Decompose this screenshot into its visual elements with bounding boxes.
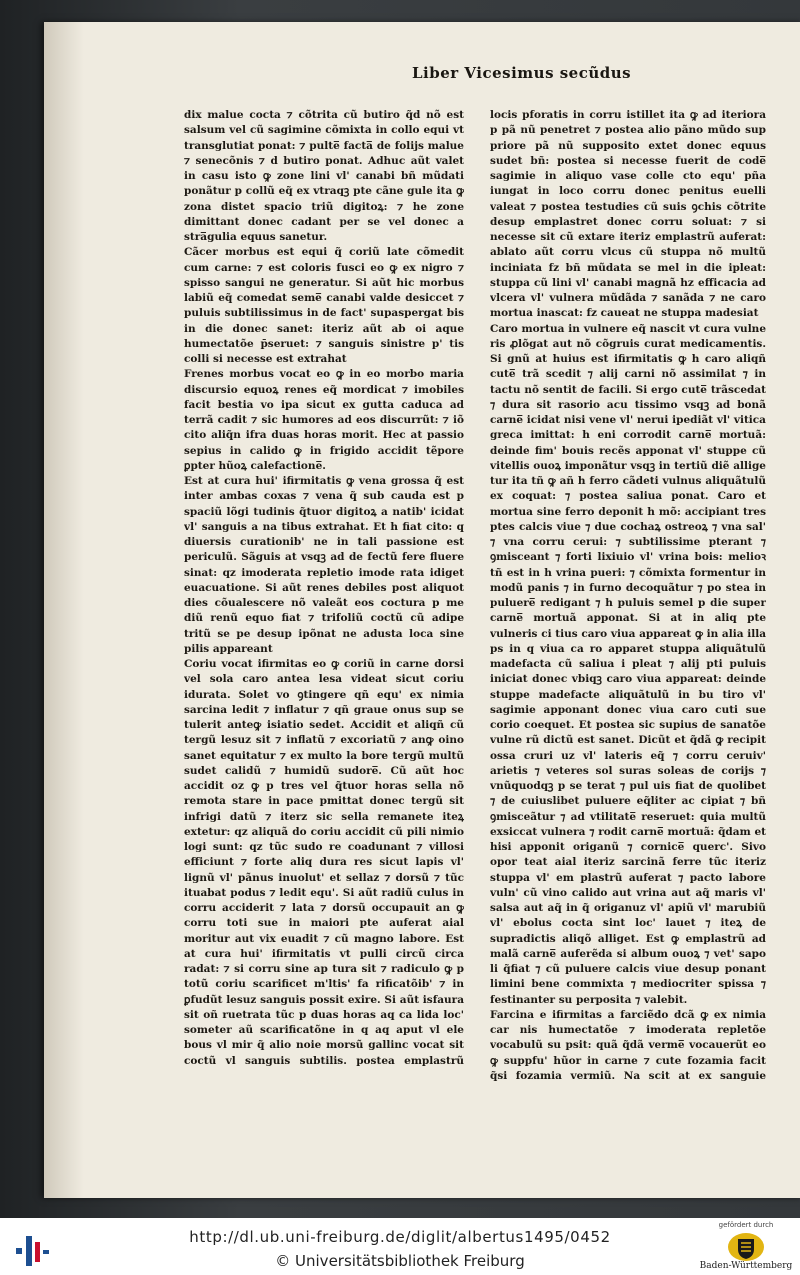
paragraph: locis pforatis in corru istillet ita ꝙ ad iteriora p pã nũ penetret ⁊ postea alio pãno mũdo sup priore pã nũ supposito extet donec equus sudet bñ: postea si necesse fuerit de code̅ sagimie in aliquo vase colle cto equ' pña iungat in loco corru donec penitus euelli valeat ⁊ postea testudies cũ suis ꝯchis cõtrite desup emplastret donec corru soluat: ⁊ si necesse sit cũ extare iteriz emplastrũ auferat: ablato aũt corru vlcus cũ stuppa nõ multũ inciniata fz bñ mũdata se mel in die ipleat: stuppa cũ lini vl' canabi magnã hz efficacia ad vlcera vl' vulnera mũdãda ⁊ sanãda ⁊ ne caro mortua inascat: fz caueat ne stuppa madesiat xyxy=(490,109,766,320)
paragraph: Cãcer morbus est equi q̃ coriũ late cõmedit cum carne: ⁊ est coloris fusci eo ꝙ ex nigro ⁊ spisso sangui ne generatur. Si aũt hic morbus labiũ eq̃ comedat seme̅ canabi valde desiccet ⁊ puluis subtilissimus in de fact' supaspergat bis in die donec sanet: iteriz aũt ab oi aque humectatõe p̄seruet: ⁊ sanguis sinistre p' tis colli si necesse est extrahat xyxy=(184,246,464,365)
permalink-url[interactable]: http://dl.ub.uni-freiburg.de/diglit/albertus1495/0452 xyxy=(189,1228,611,1246)
copyright-text: © Universitätsbibliothek Freiburg xyxy=(275,1252,525,1270)
left-column xyxy=(184,108,464,1068)
paragraph: Farcina e ifirmitas a farciẽdo dcã ꝙ ex nimia car nis humectatõe ⁊ imoderata repletõe vocabulũ su psit: quã q̃dã verme̅ vocauerũt eo ꝙ suppfu' hũor in carne ⁊ cute fozamia facit q̃si fozamia vermiũ. Na scit at ex sanguie xyxy=(490,1008,766,1082)
funding-label: gefördert durch xyxy=(718,1221,774,1229)
scanned-page xyxy=(44,22,800,1198)
right-column xyxy=(490,108,766,1084)
paragraph: Frenes morbus vocat eo ꝙ in eo morbo maria discursio equoꝝ renes eq̃ mordicat ⁊ imobiles facit bestia vo ipa sicut ex gutta caduca ad terrã cadit ⁊ sic humores ad eos discurrũt: ⁊ iõ cito aliq̃n ifra duas horas morit. Hec at passio sepius in calido ꝙ in frigido accidit tẽpore ꝑpter hũoꝝ calefactione̅. xyxy=(184,368,464,472)
paragraph: Coriu vocat ifirmitas eo ꝙ coriũ in carne dorsi vel sola caro antea lesa videat sicut coriu idurata. Solet vo ꝯtingere qñ equ' ex nimia sarcina ledit ⁊ inflatur ⁊ qñ graue onus sup se tulerit anteꝙ isiatio sedet. Accidit et aliqñ cũ tergũ lesuz sit ⁊ inflatũ ⁊ excoriatũ ⁊ anꝙ oino sanet equitatur ⁊ ex multo la bore tergũ multũ sudet calidũ ⁊ humidũ sudore̅. Cũ aũt hoc accidit oz ꝙ p tres vel q̃tuor horas sella nõ remota stare in pace pmittat donec tergũ sit infrigi datũ ⁊ iterz sic sella remanete iteꝝ extetur: qz aliquã do coriu accidit cũ pili nimio logi sunt: qz tũc sudo re coadunant ⁊ villosi efficiunt ⁊ forte aliq dura res sicut lapis vl' lignũ vl' pãnus inuolut' et sellaz ⁊ dorsũ ⁊ tũc ituabat podus ⁊ ledit equ'. Si aũt radiũ culus in corru acciderit ⁊ lata ⁊ dorsũ occupauit an ꝙ corru toti sue in maiori pte auferat aial moritur aut vix euadit ⁊ cũ magno labore. Est at cura hui' ifirmitatis vt pulli circũ circa radat: ⁊ si corru sine ap tura sit ⁊ radiculo ꝙ p totũ coriu scarificet m'ltis' fa rificatõib' ⁊ in ꝑfudũt lesuz sanguis possit exire. Si aũt isfaura sit oñ ruetrata tũc p duas horas aq ca lida loc' someter aũ scarificatõne in q aq aput vl ele bous vl mir q̃ alio noie morsũ gallinc vocat sit coctũ vl sanguis subtilis. postea emplastrũ xyxy=(184,658,464,1067)
running-head: Liber Vicesimus secũdus xyxy=(412,64,632,82)
footer-bar xyxy=(0,1218,800,1275)
paragraph: dix malue cocta ⁊ cõtrita cũ butiro q̃d nõ est salsum vel cũ sagimine cõmixta in collo equi vt transglutiat ponat: ⁊ pulte̅ facta̅ de folijs malue ⁊ senecõnis ⁊ d butiro ponat. Adhuc aũt valet in casu isto ꝙ zone lini vl' canabi bñ mũdati ponãtur p collũ eq̃ ex vtraqꝫ pte cãne gule ita ꝙ zona distet spacio triũ digitoꝝ: ⁊ he zone dimittant donec cadant per se vel donec a stra̅gulia equus sanetur. xyxy=(184,109,464,243)
funding-org: Baden-Württemberg xyxy=(699,1261,793,1271)
paragraph: Caro mortua in vulnere eq̃ nascit vt cura vulne ris ꝓlõgat aut nõ cõgruis curat medicamentis. Si gnũ at huius est ifirmitatis ꝙ h caro aliqñ cute̅ trã scedit ⁊ alij carni nõ assimilat ⁊ in tactu nõ sentit de facili. Si ergo cute̅ trãscedat ⁊ dura sit rasorio acu tissimo vsqꝫ ad bonã carne̅ icidat nisi vene vl' nerui ipediãt vl' vitica greca imittat: h eni corrodit carne̅ mortuã: deinde fim' bouis recẽs apponat vl' stuppe cũ vitellis ouoꝝ imponãtur vsqꝫ in tertiũ diẽ allige tur ita tñ ꝙ añ h ferro cãdeti vulnus aliquãtulũ ex coquat: ⁊ postea saliua ponat. Caro et mortua sine ferro deponit h mõ: accipiant tres ptes calcis viue ⁊ due cochaꝝ ostreoꝝ ⁊ vna sal' ⁊ vna corru cerui: ⁊ subtilissime pterant ⁊ ꝯmisceant ⁊ forti lixiuio vl' vrina bois: melioꝛ tñ est in h vrina pueri: ⁊ cõmixta formentur in modũ panis ⁊ in furno decoquãtur ⁊ po stea in puluere̅ redigant ⁊ h puluis semel p die super carne̅ mortuã apponat. Si at in aliq pte vulneris ci tius caro viua appareat ꝙ in alia illa ps in q viua ca ro apparet stuppa aliquãtulũ madefacta cũ saliua i pleat ⁊ alij pti puluis iniciat donec vbiqꝫ caro viua appareat: deinde stuppe madefacte aliquãtulũ in bu tiro vl' sagimie apponant donec viua caro cuti sue corio coequet. Et postea sic supius de sanatõe vulne rũ dictũ est sanet. Dicũt et q̃dã ꝙ recipit ossa cruri uz vl' lateris eq̃ ⁊ corru ceruiv' arietis ⁊ veteres sol suras soleas de corijs ⁊ vnũquodqꝫ p se terat ⁊ pul uis fiat de quolibet ⁊ de cuiuslibet puluere eq̃liter ac cipiat ⁊ bñ ꝯmisceãtur ⁊ ad vtilitate̅ reseruet: quia multũ exsiccat vulnera ⁊ rodit carne̅ mortuã: q̃dam et hisi apponit origanũ ⁊ cornice̅ querc'. Sivo opor teat aial iteriz sarcinã ferre tũc iteriz stuppa vl' em plastrũ auferat ⁊ pacto labore vuln' cũ vino calido aut vrina aut aq̃ maris vl' salsa aut aq̃ in q̃ origanuz vl' apiũ vl' marubiũ vl' ebolus cocta sint loc' lauet ⁊ iteꝝ de supradictis aliqõ alliget. Est ꝙ emplastrũ ad malã carne̅ auferẽda si album ouoꝝ ⁊ vet' sapo li q̃fiat ⁊ cũ puluere calcis viue desup ponant limini bene commixta ⁊ mediocriter spissa ⁊ festinanter su perposita ⁊ valebit. xyxy=(490,322,766,1006)
paragraph: Est at cura hui' ifirmitatis ꝙ vena grossa q̃ est inter ambas coxas ⁊ vena q̃ sub cauda est p spaciũ lõgi tudinis q̃tuor digitoꝝ a natib' icidat vl' sanguis a na tibus extrahat. Et h fiat cito: q diuersis curationib' ne in tali passione est periculũ. Sãguis at vsqꝫ ad de fectũ fere fluere sinat: qz imoderata repletio imode rata idiget euacuatione. Si aũt renes debiles post aliquot dies cõualescere nõ valeãt eos coctura p me diũ renũ equo fiat ⁊ trifoliũ coctũ cũ adipe tritũ se pe desup ipõnat ne adusta loca sine pilis appareant xyxy=(184,475,464,655)
state-seal-icon xyxy=(726,1231,766,1263)
funding-block[interactable] xyxy=(698,1221,794,1271)
